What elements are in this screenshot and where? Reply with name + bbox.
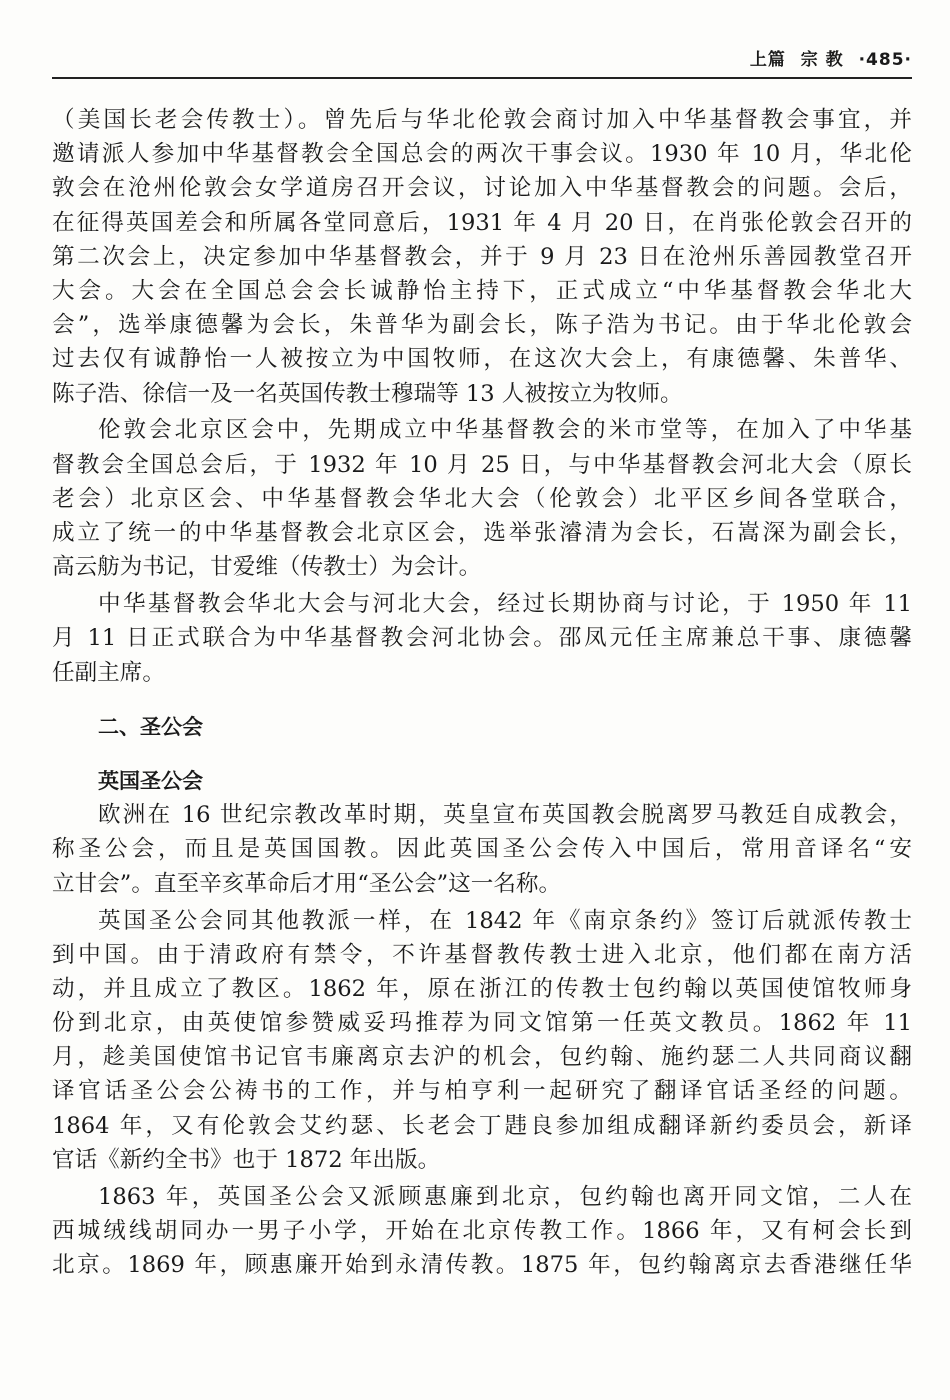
- section-heading: 二、圣公会: [98, 714, 203, 739]
- text-line: 伦敦会北京区会中，先期成立中华基督教会的米市堂等，在加入了中华基: [98, 417, 912, 444]
- paragraph: [52, 904, 912, 1178]
- text-line: 在征得英国差会和所属各堂同意后，1931 年 4 月 20 日，在肖张伦敦会召开的: [52, 209, 912, 236]
- text-line: 月，趁美国使馆书记官韦廉离京去沪的机会，包约翰、施约瑟二人共同商议翻: [52, 1044, 912, 1071]
- text-line: 高云舫为书记，甘爱维（传教士）为会计。: [52, 554, 482, 581]
- subsection-heading: 英国圣公会: [98, 768, 203, 793]
- header-chapter: 宗 教: [800, 50, 844, 70]
- text-line: 过去仅有诚静怡一人被按立为中国牧师，在这次大会上，有康德馨、朱普华、: [52, 346, 912, 373]
- text-line: 欧洲在 16 世纪宗教改革时期，英皇宣布英国教会脱离罗马教廷自成教会，: [98, 802, 912, 829]
- text-line: 1864 年，又有伦敦会艾约瑟、长老会丁韪良参加组成翻译新约委员会，新译: [52, 1112, 912, 1139]
- header-section: 上篇: [749, 50, 786, 70]
- paragraph: [52, 413, 912, 584]
- paragraph: [52, 1180, 912, 1283]
- text-line: 译官话圣公会公祷书的工作，并与柏亨利一起研究了翻译官话圣经的问题。: [52, 1078, 912, 1105]
- text-line: 月 11 日正式联合为中华基督教会河北协会。邵凤元任主席兼总干事、康德馨: [52, 625, 912, 652]
- paragraph: [52, 103, 912, 411]
- text-line: 成立了统一的中华基督教会北京区会，选举张濬清为会长，石嵩深为副会长，: [52, 520, 912, 547]
- text-line: 份到北京，由英使馆参赞威妥玛推荐为同文馆第一任英文教员。1862 年 11: [52, 1010, 912, 1037]
- text-line: 英国圣公会同其他教派一样，在 1842 年《南京条约》签订后就派传教士: [98, 907, 912, 934]
- text-line: 中华基督教会华北大会与河北大会，经过长期协商与讨论，于 1950 年 11: [98, 591, 912, 618]
- paragraph: [52, 798, 912, 901]
- text-line: 称圣公会，而且是英国国教。因此英国圣公会传入中国后，常用音译名“安: [52, 836, 912, 863]
- text-line: 会”，选举康德馨为会长，朱普华为副会长，陈子浩为书记。由于华北伦敦会: [52, 312, 912, 339]
- running-header: [52, 46, 912, 74]
- text-line: 西城绒线胡同办一男子小学，开始在北京传教工作。1866 年，又有柯会长到: [52, 1218, 912, 1244]
- text-line: 第二次会上，决定参加中华基督教会，并于 9 月 23 日在沧州乐善园教堂召开: [52, 243, 912, 270]
- paragraph: [52, 587, 912, 690]
- body-text: [52, 103, 912, 1282]
- text-line: 1863 年，英国圣公会又派顾惠廉到北京，包约翰也离开同文馆，二人在: [98, 1183, 912, 1210]
- text-line: 任副主席。: [52, 659, 165, 686]
- text-line: 陈子浩、徐信一及一名英国传教士穆瑞等 13 人被按立为牧师。: [52, 380, 683, 407]
- text-line: 邀请派人参加中华基督教会全国总会的两次干事会议。1930 年 10 月，华北伦: [52, 141, 912, 168]
- text-line: 立甘会”。直至辛亥革命后才用“圣公会”这一名称。: [52, 870, 562, 897]
- text-line: 老会）北京区会、中华基督教会华北大会（伦敦会）北平区乡间各堂联合，: [52, 485, 912, 512]
- header-rule: [52, 77, 912, 79]
- text-line: 大会。大会在全国总会会长诚静怡主持下，正式成立“中华基督教会华北大: [52, 277, 912, 304]
- text-line: 北京。1869 年，顾惠廉开始到永清传教。1875 年，包约翰离京去香港继任华: [52, 1252, 912, 1279]
- text-line: 官话《新约全书》也于 1872 年出版。: [52, 1146, 441, 1173]
- text-line: （美国长老会传教士）。曾先后与华北伦敦会商讨加入中华基督教会事宜，并: [52, 107, 912, 133]
- text-line: 督教会全国总会后，于 1932 年 10 月 25 日，与中华基督教会河北大会（原长: [52, 451, 912, 478]
- text-line: 动，并且成立了教区。1862 年，原在浙江的传教士包约翰以英国使馆牧师身: [52, 975, 912, 1002]
- page-number: ·485·: [858, 50, 912, 70]
- text-line: 敦会在沧州伦敦会女学道房召开会议，讨论加入中华基督教会的问题。会后，: [52, 175, 912, 202]
- text-line: 到中国。由于清政府有禁令，不许基督教传教士进入北京，他们都在南方活: [52, 941, 912, 968]
